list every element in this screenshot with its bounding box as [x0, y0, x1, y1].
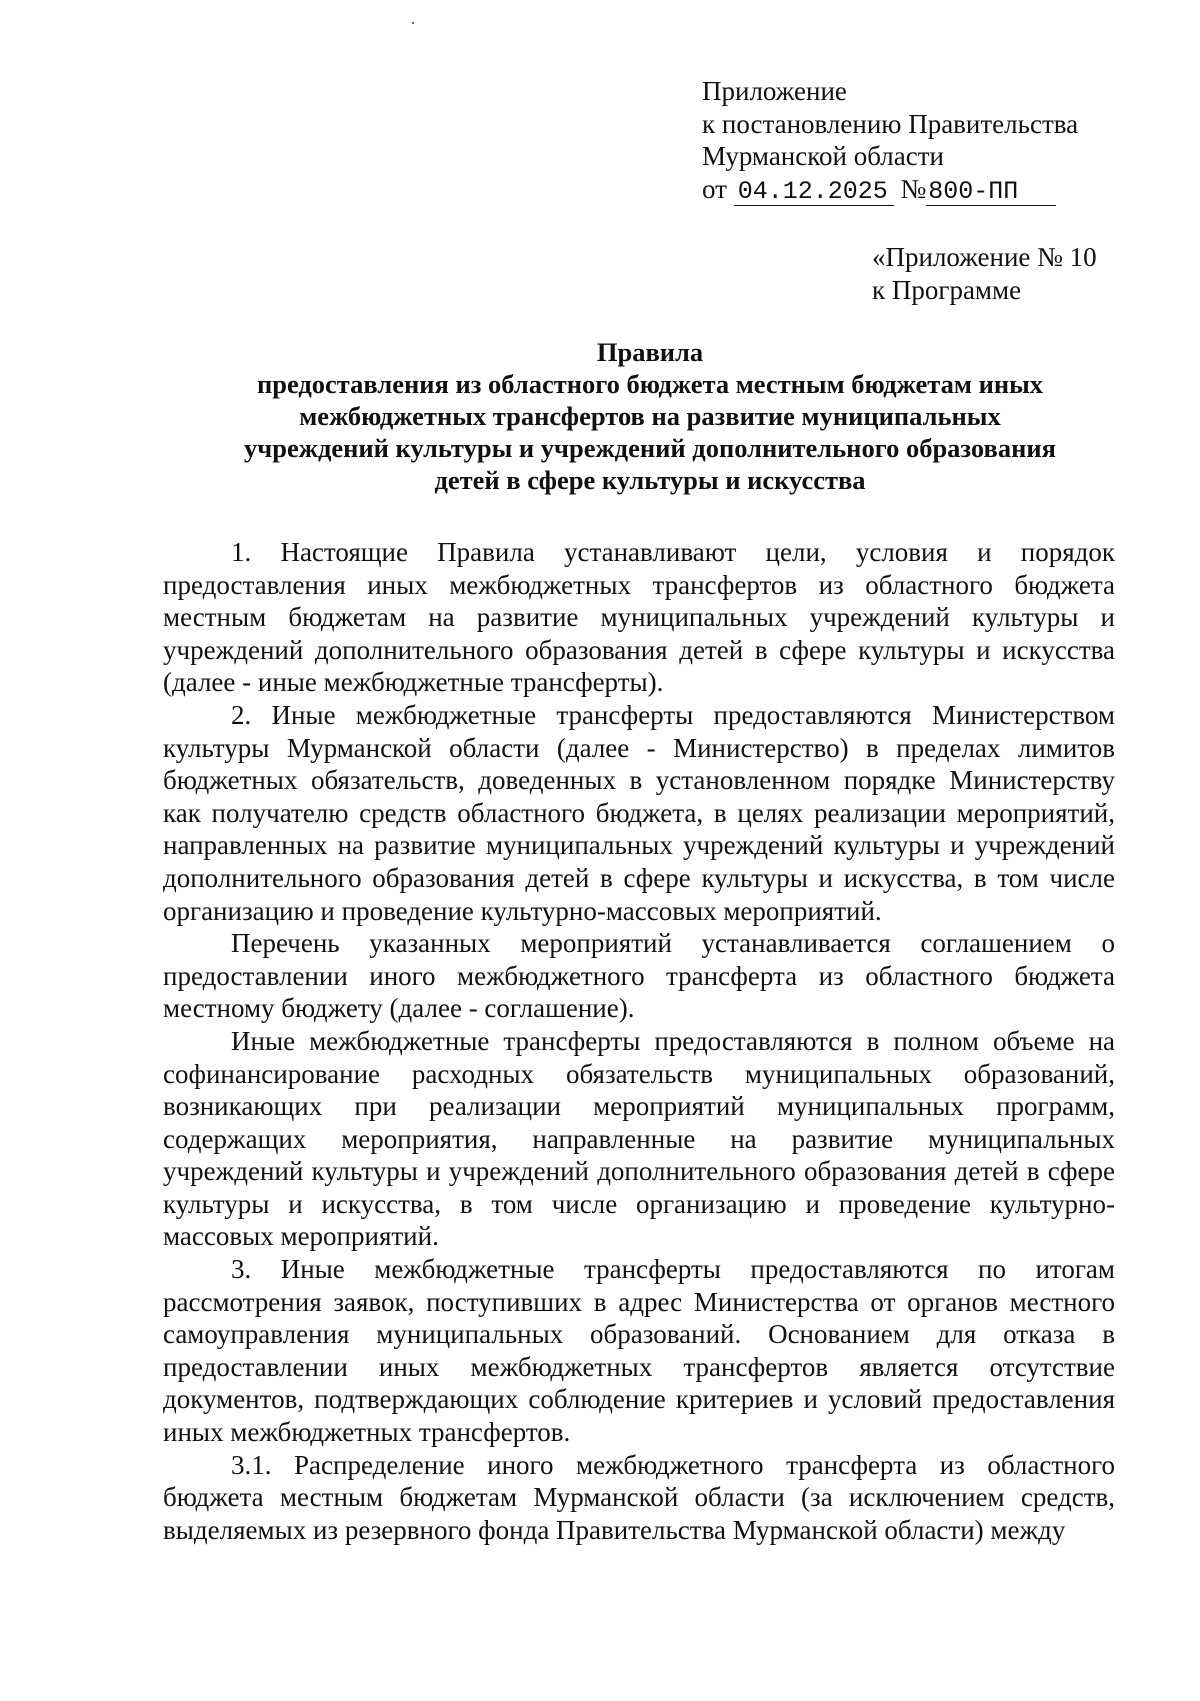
approval-date-line — [702, 173, 1078, 206]
title-line-1: Правила — [596, 337, 704, 367]
from-label: от — [702, 173, 727, 204]
approval-line-2: к постановлению Правительства — [702, 108, 1079, 139]
approval-line-1: Приложение — [702, 76, 847, 106]
appendix-line-2: к Программе — [872, 274, 1022, 305]
approval-stamp — [702, 75, 1078, 206]
paragraph-2: 2. Иные межбюджетные трансферты предоставляются Министерством культуры Мурманской области (далее - Министерство) в пределах лимитов бюджетных обязательств, доведенных в установленном порядке Министерству как получателю средств областного бюджета, в целях реализации мероприятий, направленных на развитие муниципальных учреждений культуры и учреждений дополнительного образования детей в сфере культуры и искусства, в том числе организацию и проведение культурно-массовых мероприятий. — [163, 699, 1115, 926]
title-line-3: межбюджетных трансфертов на развитие муниципальных — [299, 401, 1001, 431]
paragraph-3: Перечень указанных мероприятий устанавливается соглашением о предоставлении иного межбюджетного трансферта из областного бюджета местному бюджету (далее - соглашение). — [163, 928, 1115, 1024]
title-line-2: предоставления из областного бюджета местным бюджетам иных — [256, 369, 1044, 399]
document-title — [170, 336, 1130, 496]
document-body — [163, 536, 1115, 1546]
appendix-line-1: «Приложение № 10 — [872, 242, 1097, 272]
paragraph-6: 3.1. Распределение иного межбюджетного трансферта из областного бюджета местным бюджетам Мурманской области (за исключением средств, выделяемых из резервного фонда Правительства Мурманской области) между — [163, 1449, 1115, 1545]
paragraph-5: 3. Иные межбюджетные трансферты предоставляются по итогам рассмотрения заявок, поступивших в адрес Министерства от органов местного самоуправления муниципальных образований. Основанием для отказа в предоставлении иных межбюджетных трансфертов является отсутствие документов, подтверждающих соблюдение критериев и условий предоставления иных межбюджетных трансфертов. — [163, 1254, 1115, 1448]
paragraph-1: 1. Настоящие Правила устанавливают цели, условия и порядок предоставления иных межбюджетных трансфертов из областного бюджета местным бюджетам на развитие муниципальных учреждений культуры и учреждений дополнительного образования детей в сфере культуры и искусства (далее - иные межбюджетные трансферты). — [163, 537, 1115, 698]
title-line-5: детей в сфере культуры и искусства — [434, 465, 866, 495]
number-label: № — [900, 173, 927, 204]
title-line-4: учреждений культуры и учреждений дополнительного образования — [244, 433, 1056, 463]
scan-speck — [412, 22, 414, 24]
appendix-reference — [872, 241, 1097, 306]
paragraph-4: Иные межбюджетные трансферты предоставляются в полном объеме на софинансирование расходных обязательств муниципальных образований, возникающих при реализации мероприятий муниципальных программ, содержащих мероприятия, направленные на развитие муниципальных учреждений культуры и учреждений дополнительного образования детей в сфере культуры и искусства, в том числе организацию и проведение культурно-массовых мероприятий. — [163, 1025, 1115, 1252]
decree-date: 04.12.2025 — [734, 179, 894, 206]
approval-line-3: Мурманской области — [702, 141, 944, 171]
decree-number: 800-ПП — [926, 179, 1056, 206]
